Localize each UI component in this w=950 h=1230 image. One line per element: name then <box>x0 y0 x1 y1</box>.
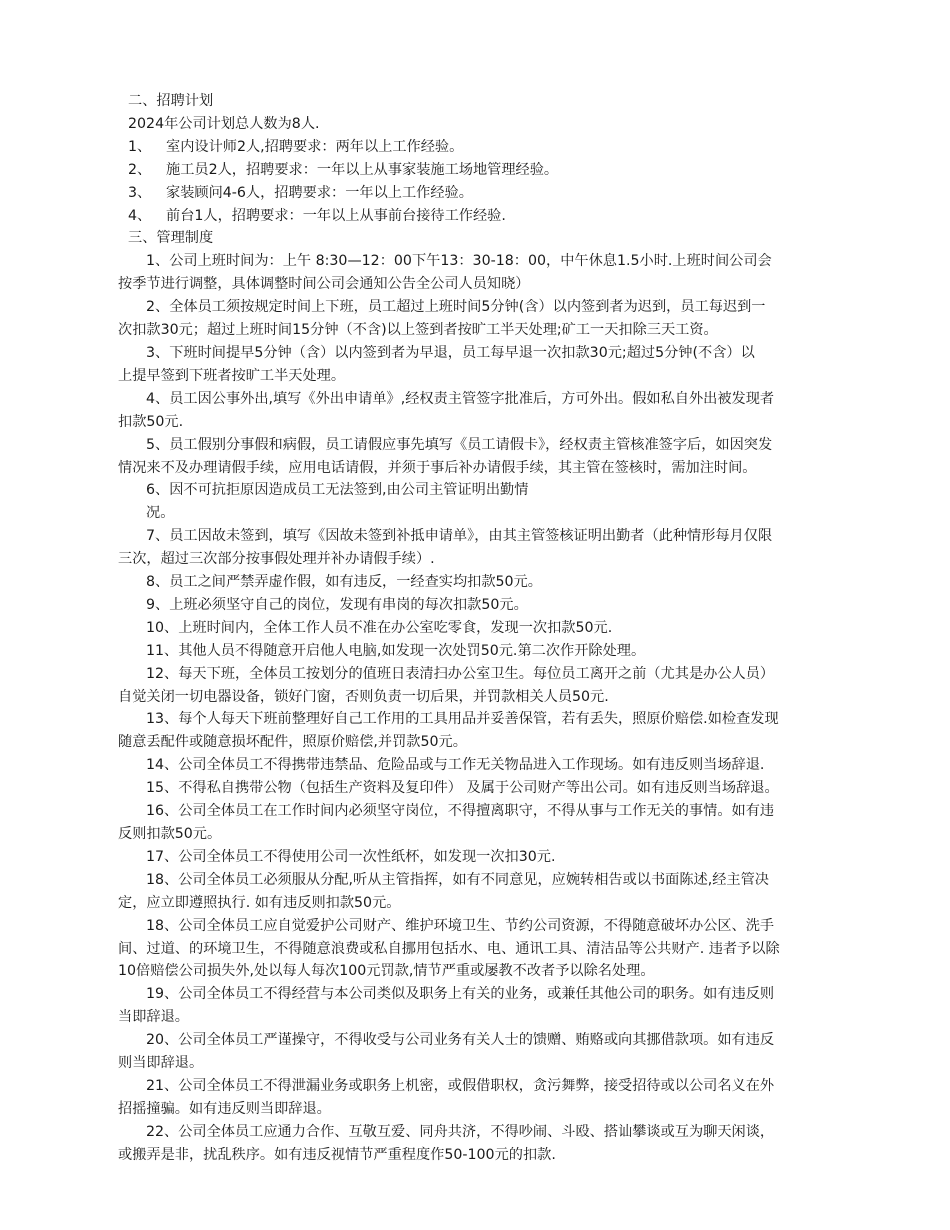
rule-line: 12、每天下班，全体员工按划分的值班日表清扫办公室卫生。每位员工离开之前（尤其是办公人员） <box>146 665 775 682</box>
rule-continuation: 情况来不及办理请假手续，应用电话请假，并须于事后补办请假手续，其主管在签核时，需加注时间。 <box>118 459 757 476</box>
recruitment-item <box>118 205 863 228</box>
item-number: 4、 <box>128 207 152 224</box>
rule-line: 4、员工因公事外出,填写《外出申请单》,经权责主管签字批准后，方可外出。假如私自外出被发现者 <box>146 390 775 407</box>
rule-line: 13、每个人每天下班前整理好自己工作用的工具用品并妥善保管，若有丢失，照原价赔偿.如检查发现 <box>146 711 779 728</box>
rule-line: 9、上班必须坚守自己的岗位，发现有串岗的每次扣款50元。 <box>146 596 528 613</box>
recruitment-item <box>118 136 863 159</box>
rule-continuation: 10倍赔偿公司损失外,处以每人每次100元罚款,情节严重或屡教不改者予以除名处理。 <box>118 963 655 980</box>
rule-line: 6、因不可抗拒原因造成员工无法签到,由公司主管证明出勤情 <box>146 482 529 499</box>
section-heading-management: 三、管理制度 <box>128 230 214 247</box>
recruitment-total: 2024年公司计划总人数为8人. <box>128 115 320 132</box>
rule-line: 15、不得私自携带公物（包括生产资料及复印件） 及属于公司财产等出公司。如有违反则当场辞退。 <box>146 780 779 797</box>
rule-continuation: 上提早签到下班者按旷工半天处理。 <box>118 367 346 384</box>
rule-line: 19、公司全体员工不得经营与本公司类似及职务上有关的业务，或兼任其他公司的职务。如有违反则 <box>146 986 775 1003</box>
item-text: 家装顾问4-6人，招聘要求：一年以上工作经验。 <box>166 184 473 201</box>
rule-continuation: 招摇撞骗。如有违反则当即辞退。 <box>118 1100 331 1117</box>
rule-continuation: 则当即辞退。 <box>118 1055 204 1072</box>
rule-line: 18、公司全体员工必须服从分配,听从主管指挥，如有不同意见，应婉转相告或以书面陈述,经主管决 <box>146 871 769 888</box>
rule-continuation: 间、过道、的环境卫生，不得随意浪费或私自挪用包括水、电、通讯工具、清洁品等公共财产. 违者予以除 <box>118 940 780 957</box>
rule-line: 18、公司全体员工应自觉爱护公司财产、维护环境卫生、节约公司资源，不得随意破坏办公区、洗手 <box>146 917 775 934</box>
document-page <box>118 90 863 1167</box>
rule-line: 14、公司全体员工不得携带违禁品、危险品或与工作无关物品进入工作现场。如有违反则当场辞退. <box>146 757 765 774</box>
rule-line: 1、公司上班时间为：上午 8:30—12：00下午13：30-18：00，中午休息1.5小时.上班时间公司会 <box>146 253 772 270</box>
rule-continuation: 自觉关闭一切电器设备，锁好门窗，否则负责一切后果，并罚款相关人员50元. <box>118 688 609 705</box>
rule-line: 11、其他人员不得随意开启他人电脑,如发现一次处罚50元.第二次作开除处理。 <box>146 642 646 659</box>
rule-continuation: 扣款50元. <box>118 413 184 430</box>
recruitment-item <box>118 159 863 182</box>
rule-line: 22、公司全体员工应通力合作、互敬互爱、同舟共济，不得吵闹、斗殴、搭讪攀谈或互为聊天闲谈， <box>146 1123 775 1140</box>
rule-line: 16、公司全体员工在工作时间内必须坚守岗位，不得擅离职守，不得从事与工作无关的事情。如有违 <box>146 803 775 820</box>
rule-continuation: 当即辞退。 <box>118 1009 189 1026</box>
rule-line: 7、员工因故未签到，填写《因故未签到补抵申请单》，由其主管签核证明出勤者（此种情形每月仅限 <box>146 528 773 545</box>
rule-line: 17、公司全体员工不得使用公司一次性纸杯，如发现一次扣30元. <box>146 848 556 865</box>
rule-continuation: 按季节进行调整，具体调整时间公司会通知公告全公司人员知晓） <box>118 276 530 293</box>
rule-continuation: 定，应立即遵照执行. 如有违反则扣款50元。 <box>118 894 401 911</box>
rule-line: 5、员工假别分事假和病假，员工请假应事先填写《员工请假卡》，经权责主管核准签字后，如因突发 <box>146 436 773 453</box>
item-text: 前台1人，招聘要求：一年以上从事前台接待工作经验. <box>166 207 506 224</box>
rule-line: 21、公司全体员工不得泄漏业务或职务上机密，或假借职权，贪污舞弊，接受招待或以公司名义在外 <box>146 1077 775 1094</box>
item-number: 2、 <box>128 161 152 178</box>
rule-continuation: 次扣款30元；超过上班时间15分钟（不含)以上签到者按旷工半天处理;矿工一天扣除三天工资。 <box>118 322 718 339</box>
rules-list <box>118 250 863 1166</box>
rule-continuation: 或搬弄是非，扰乱秩序。如有违反视情节严重程度作50-100元的扣款. <box>118 1146 556 1163</box>
rule-line: 2、全体员工须按规定时间上下班，员工超过上班时间5分钟(含）以内签到者为迟到，员工每迟到一 <box>146 299 766 316</box>
section-heading-recruitment: 二、招聘计划 <box>128 93 214 109</box>
item-number: 3、 <box>128 184 152 201</box>
rule-line: 10、上班时间内，全体工作人员不准在办公室吃零食，发现一次扣款50元. <box>146 619 613 636</box>
rule-continuation: 随意丢配件或随意损坏配件，照原价赔偿,并罚款50元。 <box>118 734 467 751</box>
rule-continuation: 三次，超过三次部分按事假处理并补办请假手续）. <box>118 551 435 568</box>
rule-continuation: 反则扣款50元。 <box>118 826 222 842</box>
rule-line: 3、下班时间提早5分钟（含）以内签到者为早退，员工每早退一次扣款30元;超过5分钟(不含）以 <box>146 344 755 361</box>
item-number: 1、 <box>128 138 152 155</box>
item-text: 施工员2人，招聘要求：一年以上从事家装施工场地管理经验。 <box>166 161 559 178</box>
item-text: 室内设计师2人,招聘要求：两年以上工作经验。 <box>166 138 464 155</box>
recruitment-item <box>118 182 863 205</box>
rule-line: 20、公司全体员工严谨操守，不得收受与公司业务有关人士的馈赠、贿赂或向其挪借款项。如有违反 <box>146 1032 775 1049</box>
rule-continuation: 况。 <box>146 505 175 522</box>
rule-line: 8、员工之间严禁弄虚作假，如有违反，一经查实均扣款50元。 <box>146 574 542 591</box>
